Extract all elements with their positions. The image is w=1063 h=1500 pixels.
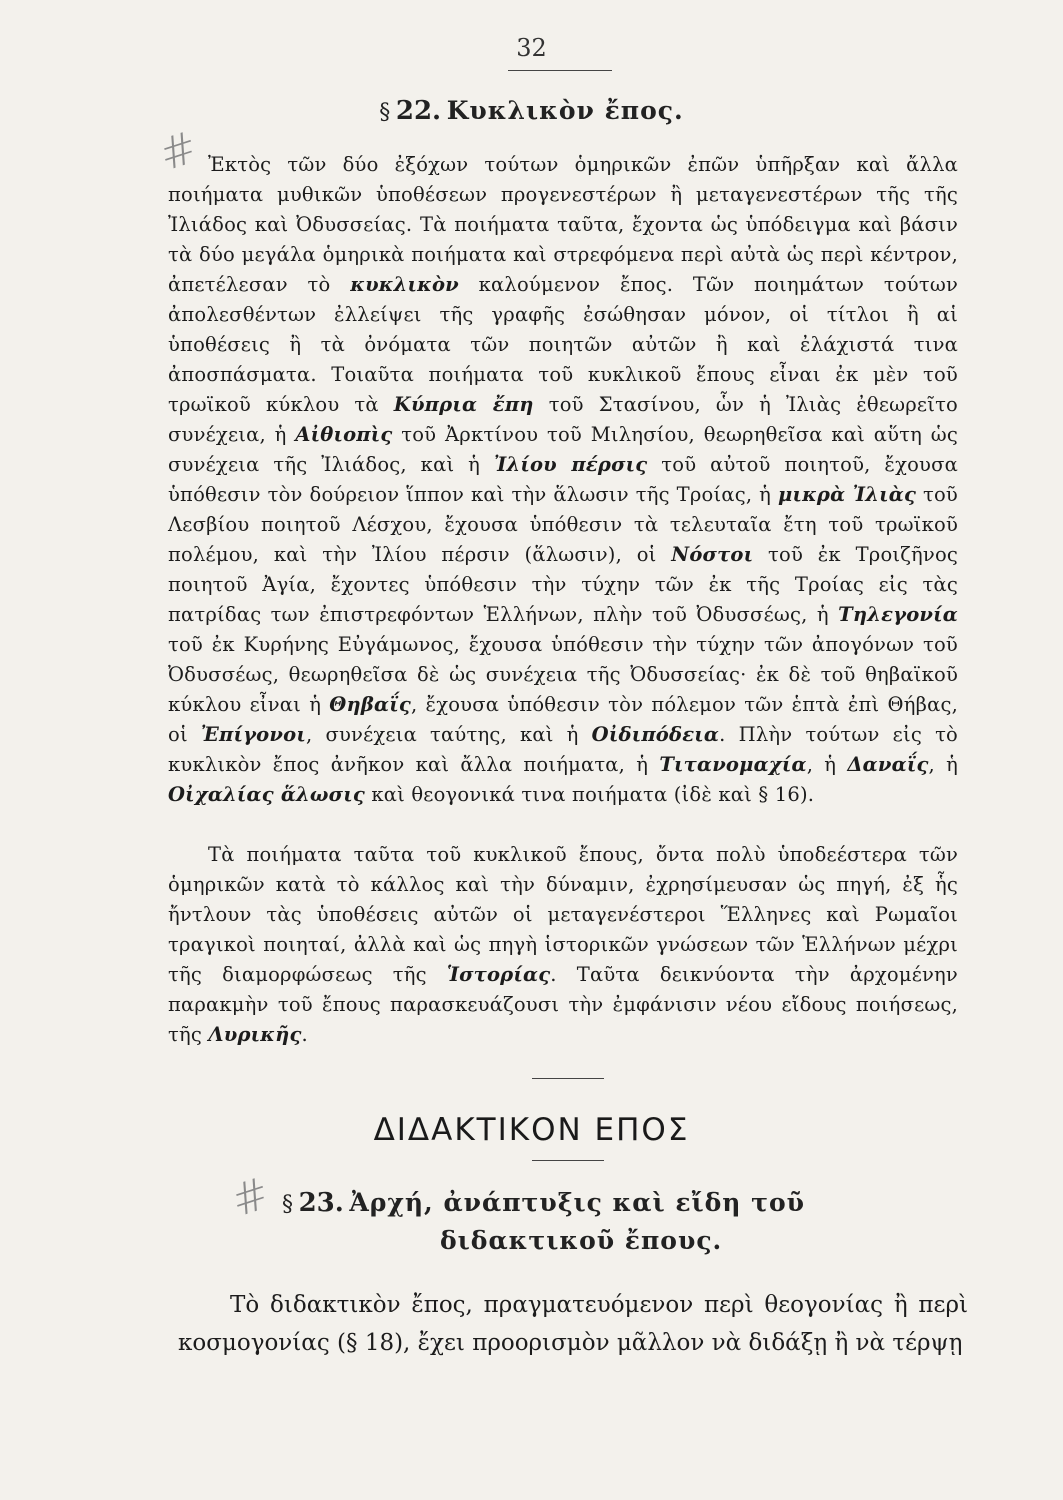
didactic-epic-title: ΔΙΔΑΚΤΙΚΟΝ ΕΠΟΣ	[373, 1112, 690, 1148]
handwritten-hash-mark: #	[153, 121, 204, 182]
text-run: τοῦ αὐτοῦ ποιητοῦ, ἔχουσα ὑπόθεσιν τὸν δούρειον ἵππον καὶ τὴν ἅλωσιν τῆς Τροίας, ἡ	[168, 453, 958, 506]
term-danais: Δαναΐς	[847, 753, 929, 776]
page-number-rule	[508, 70, 612, 71]
text-run: τοῦ ἐκ Κυρήνης Εὐγάμωνος, ἔχουσα ὑπόθεσιν τὴν τύχην τῶν ἀπογόνων τοῦ Ὀδυσσέως, θεωρηθεῖσα δὲ ὡς συνέχεια τῆς Ὀδυσσείας· ἐκ δὲ τοῦ θηβαϊκοῦ κύκλου εἶναι ἡ	[168, 633, 958, 716]
handwritten-hash-mark: #	[225, 1167, 276, 1228]
term-mikra-ilias: μικρὰ Ἰλιὰς	[777, 483, 917, 506]
section-23-heading-line-2: διδακτικοῦ ἔπους.	[440, 1226, 723, 1255]
section-23-heading	[282, 1188, 982, 1218]
section-22-paragraph-2	[168, 840, 958, 1050]
term-titanomachia: Τιτανομαχία	[659, 753, 807, 776]
section-23-paragraph-1: Τὸ διδακτικὸν ἔπος, πραγματευόμενον περὶ θεογονίας ἢ περὶ κοσμογονίας (§ 18), ἔχει προορισμὸν μᾶλλον νὰ διδάξῃ ἢ νὰ τέρψῃ	[178, 1292, 968, 1356]
page-number: 32	[516, 34, 547, 62]
term-thebais: Θηβαΐς	[329, 693, 411, 716]
text-run: καλούμενον ἔπος. Τῶν ποιημάτων τούτων ἀπολεσθέντων ἐλλείψει τῆς γραφῆς ἐσώθησαν μόνον, οἱ τίτλοι ἢ αἱ ὑποθέσεις ἢ τὰ ὀνόματα τῶν ποιητῶν αὐτῶν ἢ καὶ ἐλάχιστά τινα ἀποσπάσματα. Τοιαῦτα ποιήματα τοῦ κυκλικοῦ ἔπους εἶναι ἐκ μὲν τοῦ τρωϊκοῦ κύκλου τὰ	[168, 273, 958, 416]
term-lyrikes: Λυρικῆς	[208, 1023, 302, 1046]
text-run: Τὰ ποιήματα ταῦτα τοῦ κυκλικοῦ ἔπους, ὄντα πολὺ ὑποδεέστερα τῶν ὁμηρικῶν κατὰ τὸ κάλλος καὶ τὴν δύναμιν, ἐχρησίμευσαν ὡς πηγή, ἐξ ἧς ἤντλουν τὰς ὑποθέσεις αὐτῶν οἱ μεταγενέστεροι Ἕλληνες καὶ Ρωμαῖοι τραγικοὶ ποιηταί, ἀλλὰ καὶ ὡς πηγὴ ἱστορικῶν γνώσεων τῶν Ἑλλήνων μέχρι τῆς διαμορφώσεως τῆς	[168, 843, 958, 986]
term-iliou-persis: Ἰλίου πέρσις	[493, 453, 648, 476]
section-symbol: §	[282, 1192, 293, 1217]
section-symbol: §	[379, 100, 391, 125]
divider-rule-bottom	[532, 1160, 604, 1161]
section-number: 23.	[298, 1188, 344, 1218]
term-nostoi: Νόστοι	[671, 543, 754, 566]
text-run: . Ταῦτα δεικνύοντα τὴν ἀρχομένην παρακμὴν τοῦ ἔπους παρασκευάζουσι τὴν ἐμφάνισιν νέου εἴδους ποιήσεως, τῆς	[168, 963, 958, 1046]
text-run: .	[301, 1023, 308, 1046]
term-kypria-epe: Κύπρια ἔπη	[393, 393, 534, 416]
section-number: 22.	[395, 96, 442, 126]
term-kyklikon: κυκλικὸν	[350, 273, 459, 296]
text-run: τοῦ Στασίνου, ὧν ἡ Ἰλιὰς ἐθεωρεῖτο συνέχεια, ἡ	[168, 393, 958, 446]
text-run: , ἡ	[806, 753, 848, 776]
text-run: Ἐκτὸς τῶν δύο ἐξόχων τούτων ὁμηρικῶν ἐπῶν ὑπῆρξαν καὶ ἄλλα ποιήματα μυθικῶν ὑποθέσεων προγενεστέρων ἢ μεταγενεστέρων τῆς τῆς Ἰλιάδος καὶ Ὀδυσσείας. Τὰ ποιήματα ταῦτα, ἔχοντα ὡς ὑπόδειγμα καὶ βάσιν τὰ δύο μεγάλα ὁμηρικὰ ποιήματα καὶ στρεφόμενα περὶ αὐτὰ ὡς περὶ κέντρον, ἀπετέλεσαν τὸ	[168, 153, 958, 296]
term-epigonoi: Ἐπίγονοι	[200, 723, 306, 746]
section-22-heading	[0, 96, 1063, 126]
section-title: Κυκλικὸν ἔπος.	[446, 96, 684, 125]
text-run: , συνέχεια ταύτης, καὶ ἡ	[305, 723, 592, 746]
text-run: . Πλὴν τούτων εἰς τὸ κυκλικὸν ἔπος ἀνῆκον καὶ ἄλλα ποιήματα, ἡ	[168, 723, 958, 776]
term-historias: Ἱστορίας	[446, 963, 551, 986]
text-run: τοῦ Ἀρκτίνου τοῦ Μιλησίου, θεωρηθεῖσα καὶ αὕτη ὡς συνέχεια τῆς Ἰλιάδος, καὶ ἡ	[168, 423, 958, 476]
term-telegonia: Τηλεγονία	[838, 603, 958, 626]
text-run: , ἡ	[928, 753, 958, 776]
term-oidipodeia: Οἰδιπόδεια	[591, 723, 720, 746]
text-run: καὶ θεογονικά τινα ποιήματα (ἰδὲ καὶ § 16).	[364, 783, 815, 806]
text-run: τοῦ ἐκ Τροιζῆνος ποιητοῦ Ἀγία, ἔχοντες ὑπόθεσιν τὴν τύχην τῶν ἐκ τῆς Τροίας εἰς τὰς πατρίδας των ἐπιστρεφόντων Ἑλλήνων, πλὴν τοῦ Ὀδυσσέως, ἡ	[168, 543, 959, 626]
text-run: τοῦ Λεσβίου ποιητοῦ Λέσχου, ἔχουσα ὑπόθεσιν τὰ τελευταῖα ἔτη τοῦ τρωϊκοῦ πολέμου, καὶ τὴν Ἰλίου πέρσιν (ἅλωσιν), οἱ	[168, 483, 958, 566]
section-title-line-1: Ἀρχή, ἀνάπτυξις καὶ εἴδη τοῦ	[349, 1188, 806, 1217]
divider-rule-top	[532, 1078, 604, 1079]
term-oichalias-halosis: Οἰχαλίας ἅλωσις	[168, 783, 365, 806]
text-run: , ἔχουσα ὑπόθεσιν τὸν πόλεμον τῶν ἑπτὰ ἐπὶ Θήβας, οἱ	[168, 693, 958, 746]
term-aithiopis: Αἰθιοπὶς	[295, 423, 393, 446]
section-22-paragraph-1	[168, 150, 958, 810]
